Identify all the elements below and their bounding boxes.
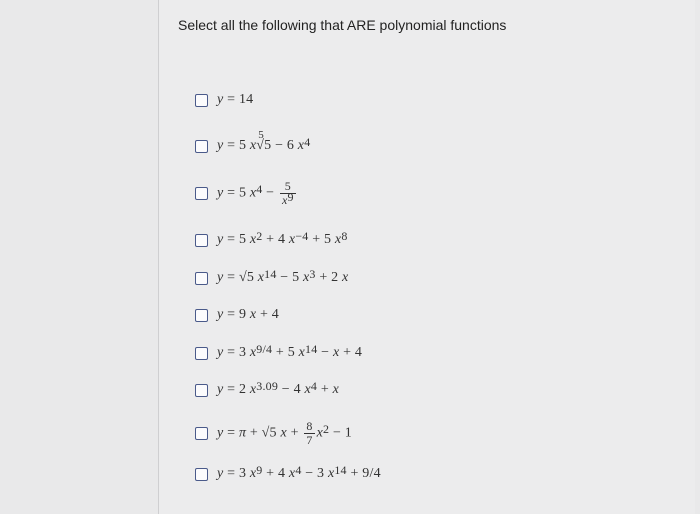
checkbox[interactable] — [195, 272, 208, 285]
option-3[interactable] — [195, 180, 298, 206]
option-5[interactable] — [195, 265, 348, 291]
option-expression: y = 2 $x^{3.09} - 4$ $x^4 + x$ — [217, 379, 340, 397]
checkbox[interactable] — [195, 187, 208, 200]
option-expression: y = 14 — [217, 92, 254, 107]
option-8[interactable] — [195, 377, 339, 403]
option-expression: y = π + √5 x + $\frac{8}{7}$ $x^2 - 1$ — [217, 418, 352, 447]
option-expression: y = 9 x + 4 — [217, 307, 279, 322]
checkbox[interactable] — [195, 427, 208, 440]
option-expression: y = 5 x 5 √5 − 6 $x^4$ — [217, 129, 311, 153]
option-6[interactable] — [195, 302, 279, 328]
option-7[interactable] — [195, 340, 362, 366]
option-expression: y = 5 $x^2 + 4$ $x^{-4} + 5$ $x^8$ — [217, 229, 348, 247]
option-1[interactable] — [195, 87, 253, 113]
option-4[interactable] — [195, 227, 348, 253]
checkbox[interactable] — [195, 309, 208, 322]
checkbox[interactable] — [195, 94, 208, 107]
option-expression: y = 3 $x^{9/4} + 5$ $x^{14} - x + 4$ — [217, 342, 363, 360]
option-9[interactable] — [195, 420, 352, 446]
option-expression: y = √5 $x^{14} - 5$ $x^3 + 2$ x — [217, 267, 349, 285]
option-10[interactable] — [195, 461, 381, 487]
option-expression: y = 5 $x^4$ − $\frac{5}{x^9}$ — [217, 178, 294, 207]
checkbox[interactable] — [195, 140, 208, 153]
checkbox[interactable] — [195, 347, 208, 360]
checkbox[interactable] — [195, 234, 208, 247]
option-expression: y = 3 $x^9 + 4$ $x^4 - 3$ $x^{14} + 9/4$ — [217, 463, 381, 481]
checkbox[interactable] — [195, 468, 208, 481]
option-2[interactable] — [195, 129, 311, 159]
question-title: Select all the following that ARE polynomial functions — [178, 17, 507, 33]
checkbox[interactable] — [195, 384, 208, 397]
